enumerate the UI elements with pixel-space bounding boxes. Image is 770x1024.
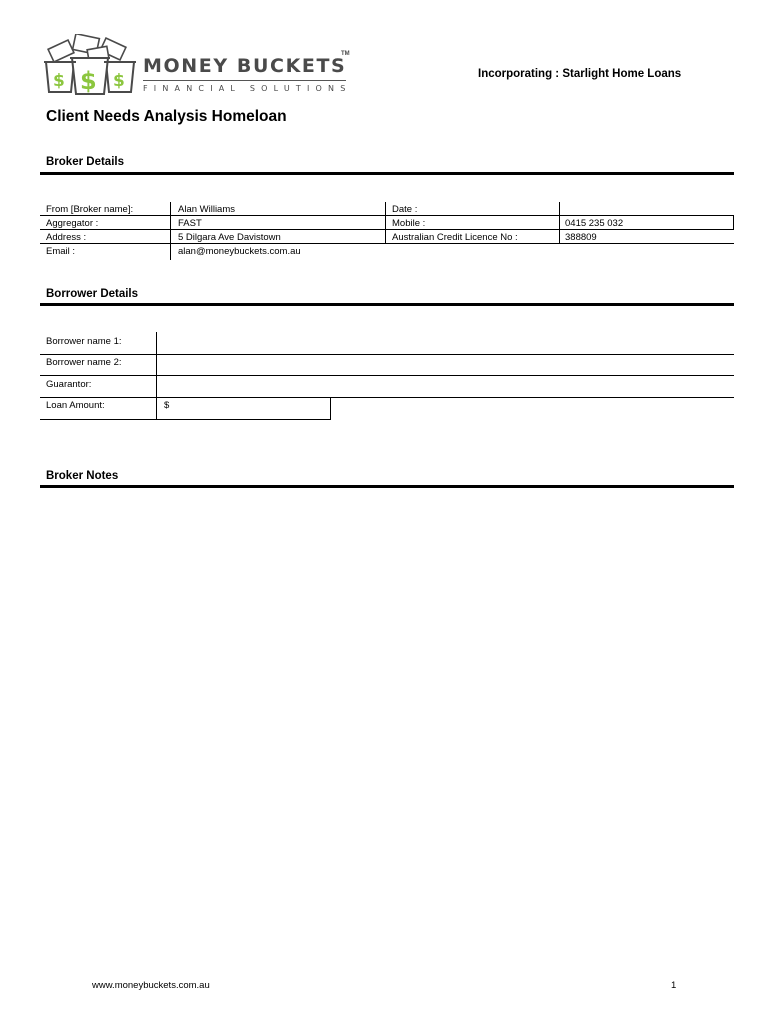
credit-licence-value: 388809 — [565, 232, 597, 243]
page-title: Client Needs Analysis Homeloan — [46, 108, 287, 125]
mobile-value: 0415 235 032 — [565, 218, 624, 229]
table-line — [40, 229, 734, 230]
brand-name: MONEY BUCKETS — [143, 55, 347, 77]
guarantor-label: Guarantor: — [46, 379, 92, 390]
borrower-name-1-field[interactable] — [164, 336, 724, 350]
borrower-details-rule — [40, 303, 734, 306]
broker-details-rule — [40, 172, 734, 175]
brand-tagline: FINANCIAL SOLUTIONS — [143, 84, 352, 93]
mobile-label: Mobile : — [392, 218, 426, 229]
trademark-mark: TM — [341, 51, 350, 57]
incorporating-note: Incorporating : Starlight Home Loans — [478, 68, 682, 80]
broker-notes-heading: Broker Notes — [46, 470, 119, 482]
bucket-icon — [40, 34, 145, 98]
table-line — [40, 354, 734, 355]
table-line — [733, 215, 734, 229]
table-line — [40, 215, 734, 216]
guarantor-field[interactable] — [164, 379, 724, 393]
broker-details-table — [40, 200, 734, 262]
table-line — [385, 202, 386, 244]
address-value: 5 Dilgara Ave Davistown — [178, 232, 281, 243]
brand-divider — [143, 80, 346, 81]
table-line — [330, 397, 331, 420]
broker-notes-rule — [40, 485, 734, 488]
svg-text:$: $ — [53, 71, 65, 91]
table-line — [40, 375, 734, 376]
borrower-name-2-field[interactable] — [164, 357, 724, 371]
aggregator-value: FAST — [178, 218, 202, 229]
aggregator-label: Aggregator : — [46, 218, 99, 229]
table-line — [156, 332, 157, 420]
borrower-details-heading: Borrower Details — [46, 288, 139, 300]
svg-text:$: $ — [80, 67, 97, 95]
table-line — [40, 243, 734, 244]
borrower-name-1-label: Borrower name 1: — [46, 336, 122, 347]
table-line — [170, 202, 171, 260]
table-line — [559, 202, 560, 244]
footer-website: www.moneybuckets.com.au — [92, 980, 210, 991]
broker-notes-area[interactable] — [40, 492, 734, 962]
loan-amount-label: Loan Amount: — [46, 400, 105, 411]
email-value[interactable]: alan@moneybuckets.com.au — [178, 246, 301, 257]
table-line — [40, 419, 331, 420]
table-line — [40, 397, 734, 398]
svg-text:$: $ — [113, 71, 125, 91]
address-label: Address : — [46, 232, 87, 243]
email-label: Email : — [46, 246, 76, 257]
credit-licence-label: Australian Credit Licence No : — [392, 232, 518, 243]
broker-name-value: Alan Williams — [178, 204, 236, 215]
borrower-details-table — [40, 332, 734, 422]
borrower-name-2-label: Borrower name 2: — [46, 357, 122, 368]
page-number: 1 — [671, 980, 677, 991]
date-label: Date : — [392, 204, 418, 215]
broker-details-heading: Broker Details — [46, 156, 124, 168]
loan-amount-field[interactable]: $ — [164, 400, 170, 411]
broker-name-label: From [Broker name]: — [46, 204, 134, 215]
